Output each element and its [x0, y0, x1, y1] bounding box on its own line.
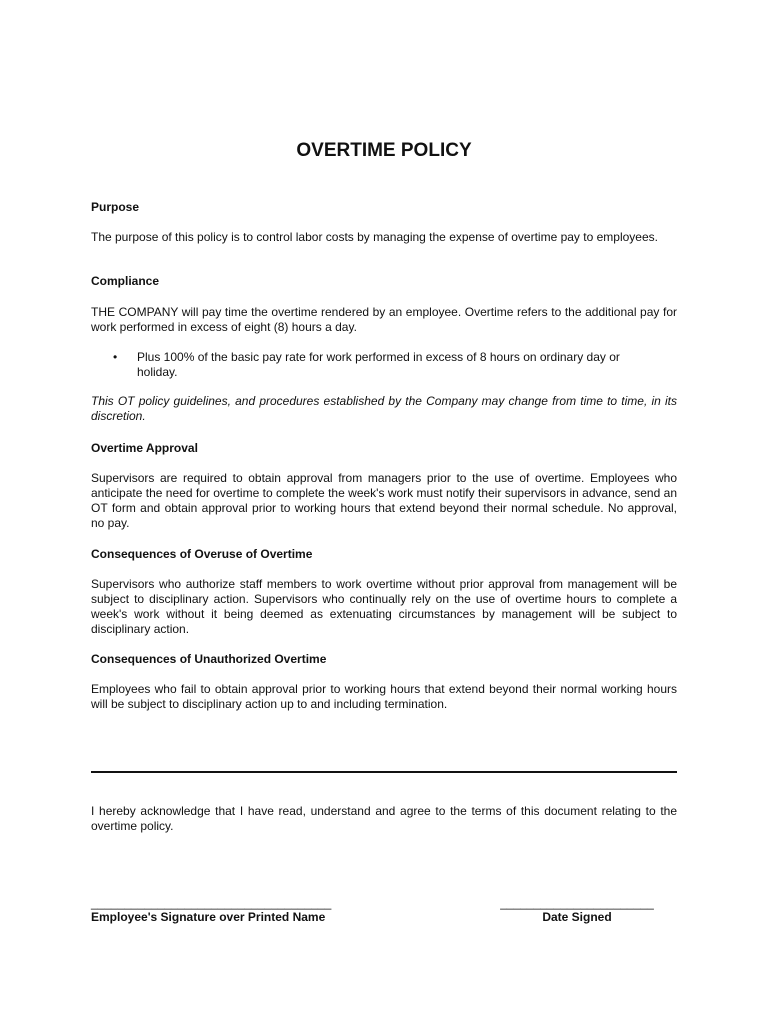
compliance-bullet-list — [91, 350, 651, 380]
section-purpose — [91, 200, 677, 215]
list-item-text: Plus 100% of the basic pay rate for work performed in excess of 8 hours on ordinary day or holiday. — [137, 350, 620, 379]
paragraph: The purpose of this policy is to control labor costs by managing the expense of overtime pay to employees. — [91, 230, 658, 244]
paragraph: Supervisors who authorize staff members to work overtime without prior approval from management will be subject to disciplinary action. Supervisors who continually rely on the use of overtime hours to complete a week's work without it being deemed as extenuating circumstances by management will be subject to disciplinary action. — [91, 577, 677, 636]
employee-signature-block — [91, 896, 331, 925]
section-overuse — [91, 547, 677, 562]
section-overtime-approval — [91, 441, 677, 456]
date-line: _______________________ — [500, 896, 654, 910]
section-unauthorized — [91, 652, 677, 667]
paragraph: THE COMPANY will pay time the overtime rendered by an employee. Overtime refers to the additional pay for work performed in excess of eight (8) hours a day. — [91, 305, 677, 334]
policy-change-note — [91, 394, 677, 424]
date-label: Date Signed — [542, 910, 612, 924]
bullet-icon: • — [113, 350, 118, 364]
signature-line: ____________________________________ — [91, 896, 332, 910]
section-heading: Consequences of Unauthorized Overtime — [91, 652, 327, 666]
acknowledgement — [91, 804, 677, 834]
acknowledgement-text: I hereby acknowledge that I have read, understand and agree to the terms of this document relating to the overtime policy. — [91, 804, 677, 833]
unauthorized-body — [91, 682, 677, 712]
section-compliance — [91, 274, 677, 289]
section-heading: Consequences of Overuse of Overtime — [91, 547, 313, 561]
section-heading: Overtime Approval — [91, 441, 198, 455]
compliance-body — [91, 305, 677, 335]
overtime-approval-body — [91, 471, 677, 531]
section-heading: Compliance — [91, 274, 160, 288]
document-title: OVERTIME POLICY — [296, 140, 472, 161]
divider — [91, 771, 677, 773]
purpose-body — [91, 230, 677, 245]
date-signed-block — [497, 896, 657, 925]
italic-note: This OT policy guidelines, and procedures established by the Company may change from time to time, in its discretion. — [91, 394, 677, 423]
signature-label: Employee's Signature over Printed Name — [91, 910, 326, 924]
overuse-body — [91, 577, 677, 637]
section-heading: Purpose — [91, 200, 140, 214]
list-item — [91, 350, 651, 380]
paragraph: Employees who fail to obtain approval prior to working hours that extend beyond their normal working hours will be subject to disciplinary action up to and including termination. — [91, 682, 677, 711]
paragraph: Supervisors are required to obtain approval from managers prior to the use of overtime. Employees who anticipate the need for overtime to complete the week's work must notify their supervisors in advance, send an OT form and obtain approval prior to working hours that extend beyond their normal schedule. No approval, no pay. — [91, 471, 677, 530]
